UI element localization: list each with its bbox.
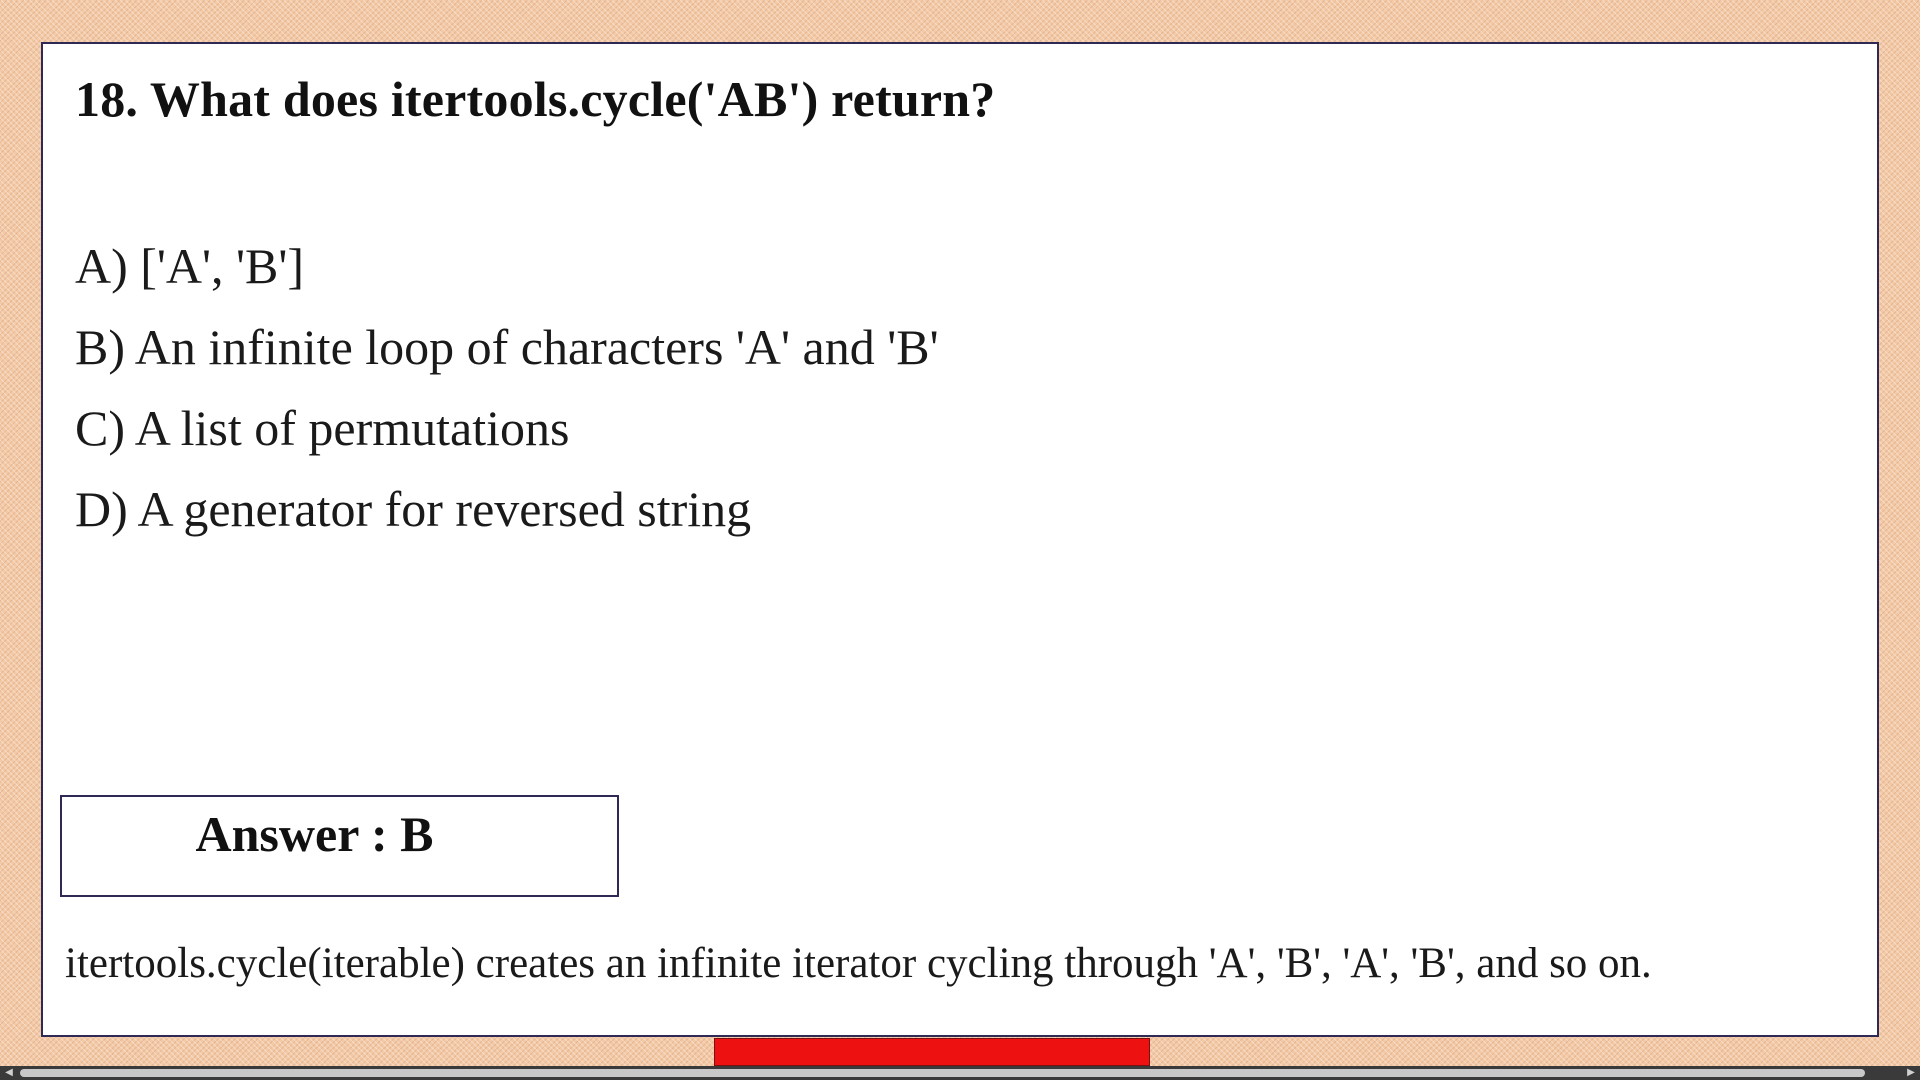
answer-label: Answer : B <box>195 806 434 862</box>
right-arrow-icon[interactable]: ▶ <box>1907 1067 1915 1078</box>
red-banner <box>714 1038 1150 1066</box>
explanation-text: itertools.cycle(iterable) creates an infinite iterator cycling through 'A', 'B', 'A', 'B', and so on. <box>65 940 1652 987</box>
option-c: C) A list of permutations <box>75 400 570 456</box>
option-a: A) ['A', 'B'] <box>75 238 305 294</box>
left-arrow-icon[interactable]: ◀ <box>5 1067 13 1078</box>
option-b: B) An infinite loop of characters 'A' and 'B' <box>75 319 939 375</box>
answer-options <box>75 226 939 550</box>
answer-box <box>60 795 619 897</box>
scroll-thumb[interactable] <box>20 1069 1865 1077</box>
quiz-slide <box>41 42 1879 1037</box>
option-d: D) A generator for reversed string <box>75 481 752 537</box>
question-title: 18. What does itertools.cycle('AB') return? <box>75 71 996 127</box>
horizontal-scrollbar[interactable] <box>0 1066 1920 1080</box>
